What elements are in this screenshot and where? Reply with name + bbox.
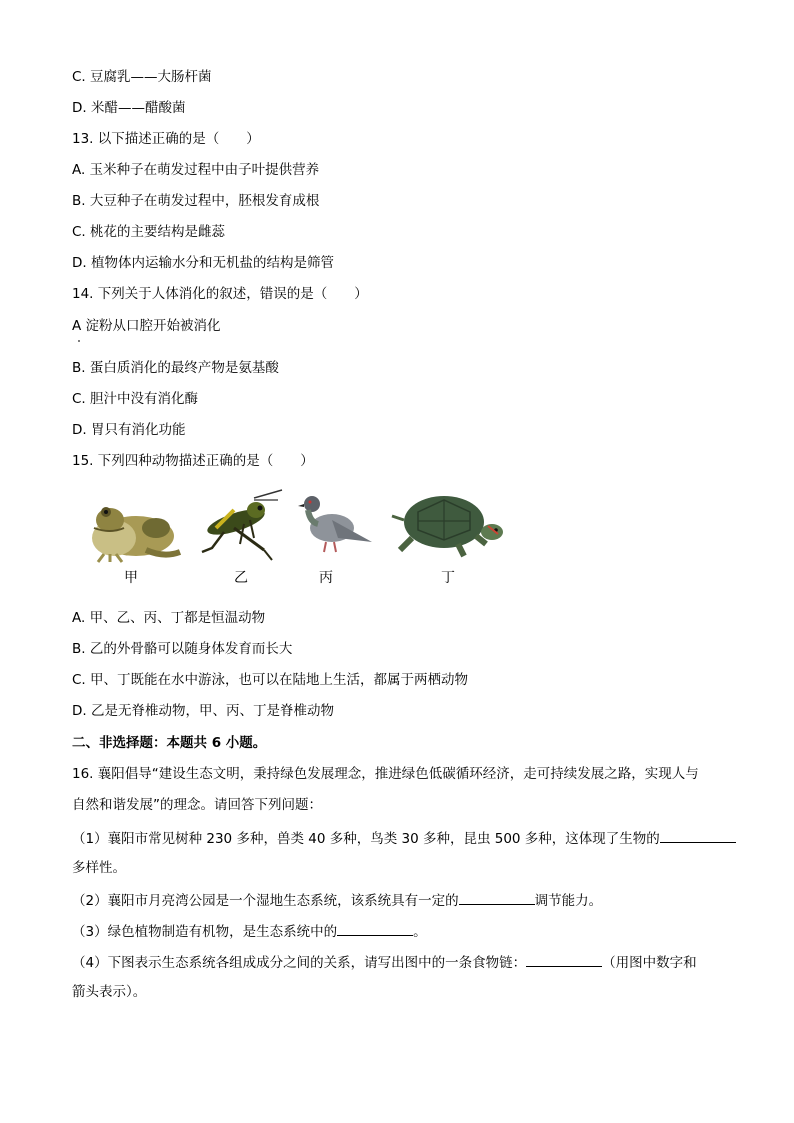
option-d-q13: D. 植物体内运输水分和无机盐的结构是筛管 [72,255,334,271]
option-d-q14: D. 胃只有消化功能 [72,422,186,438]
answer-blank-1[interactable] [660,828,736,843]
sub-question-2 [72,890,602,910]
answer-blank-3[interactable] [337,921,413,936]
sub-question-2-text: （2）襄阳市月亮湾公园是一个湿地生态系统，该系统具有一定的 [72,893,459,909]
option-b-q14: B. 蛋白质消化的最终产物是氨基酸 [72,360,279,376]
option-c-q13: C. 桃花的主要结构是雌蕊 [72,224,226,240]
option-d-q15: D. 乙是无脊椎动物，甲、丙、丁是脊椎动物 [72,703,334,719]
sub-question-3 [72,921,427,941]
question-14: 14. 下列关于人体消化的叙述，错误的是（ ） [72,286,368,302]
caption-jia: 甲 [124,570,138,586]
sub-question-4-cont: 箭头表示）。 [72,984,147,1000]
sub-question-1-cont: 多样性。 [72,860,126,876]
pigeon-image [296,490,374,556]
caption-ding: 丁 [441,570,455,586]
option-b-q15: B. 乙的外骨骼可以随身体发育而长大 [72,641,293,657]
sub-question-1 [72,828,736,848]
sub-question-4-text: （4）下图表示生态系统各组成成分之间的关系，请写出图中的一条食物链： [72,955,527,971]
caption-bing: 丙 [319,570,333,586]
answer-blank-4[interactable] [526,952,602,967]
sub-question-1-text: （1）襄阳市常见树种 230 多种，兽类 40 多种，鸟类 30 多种，昆虫 500 多种，这体现了生物的 [72,831,660,847]
option-c-q12: C. 豆腐乳——大肠杆菌 [72,69,212,85]
sub-question-3-tail: 。 [413,924,427,940]
option-b-q13: B. 大豆种子在萌发过程中，胚根发育成根 [72,193,320,209]
stray-dot [78,340,80,342]
option-d-q12: D. 米醋——醋酸菌 [72,100,186,116]
grasshopper-image [194,488,286,564]
option-a-q15: A. 甲、乙、丙、丁都是恒温动物 [72,610,266,626]
sub-question-3-text: （3）绿色植物制造有机物，是生态系统中的 [72,924,338,940]
sub-question-4-tail: （用图中数字和 [602,955,697,971]
option-c-q14: C. 胆汁中没有消化酶 [72,391,199,407]
question-16-line2: 自然和谐发展”的理念。请回答下列问题： [72,797,322,813]
option-a-q13: A. 玉米种子在萌发过程中由子叶提供营养 [72,162,320,178]
question-15: 15. 下列四种动物描述正确的是（ ） [72,453,314,469]
option-c-q15: C. 甲、丁既能在水中游泳，也可以在陆地上生活，都属于两栖动物 [72,672,469,688]
answer-blank-2[interactable] [459,890,535,905]
sub-question-4 [72,952,697,972]
question-13: 13. 以下描述正确的是（ ） [72,131,260,147]
frog-image [84,498,184,564]
sub-question-2-tail: 调节能力。 [534,893,603,909]
section-heading: 二、非选择题：本题共 6 小题。 [72,735,267,751]
turtle-image [388,486,504,564]
option-a-q14: A 淀粉从口腔开始被消化 [72,318,221,334]
question-16-line1: 16. 襄阳倡导“建设生态文明，秉持绿色发展理念，推进绿色低碳循环经济，走可持续发展之路，实现人与 [72,766,699,782]
caption-yi: 乙 [234,570,248,586]
